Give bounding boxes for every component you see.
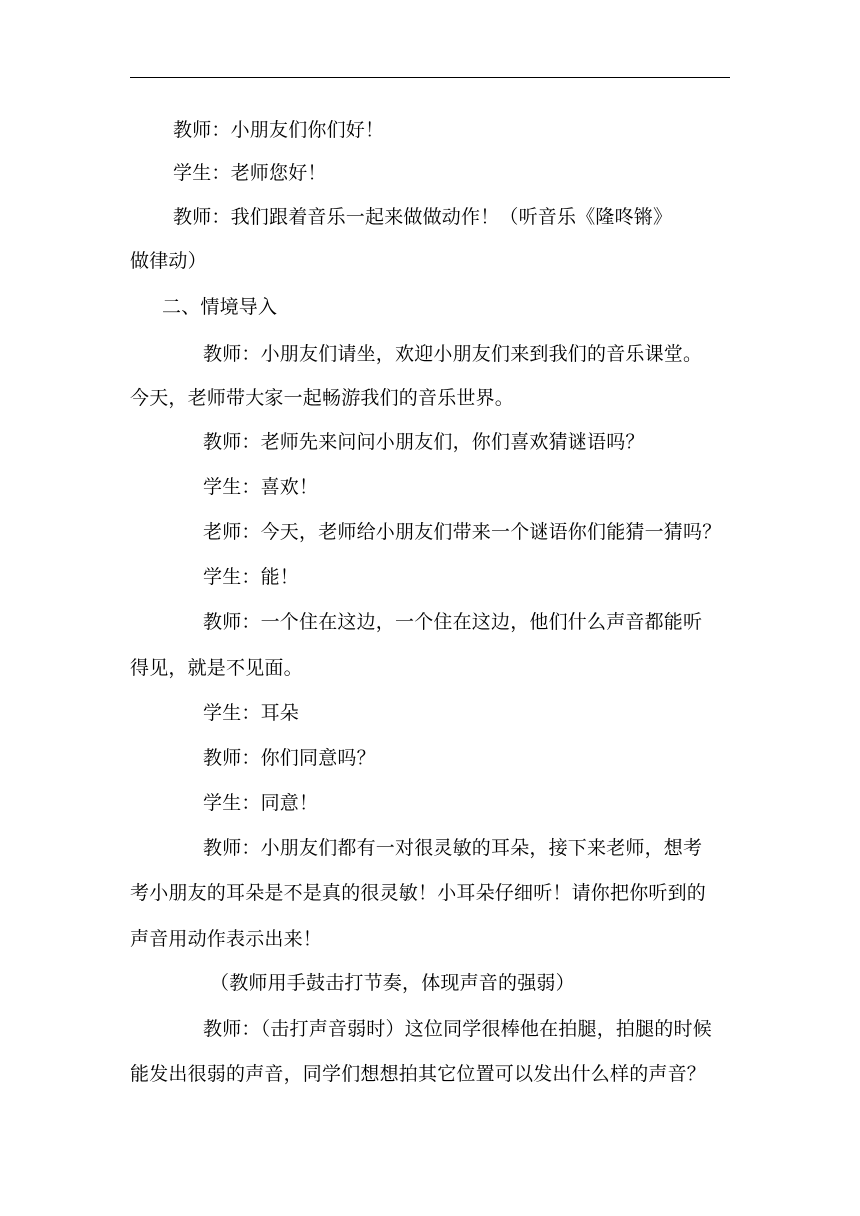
section-heading: 二、情境导入 (162, 296, 278, 318)
paragraph-line: 教师：我们跟着音乐一起来做做动作！（听音乐《隆咚锵》 (173, 206, 673, 228)
paragraph-line: 教师：老师先来问问小朋友们，你们喜欢猜谜语吗？ (203, 431, 645, 453)
header-rule (130, 77, 730, 78)
paragraph-line: 教师：（击打声音弱时）这位同学很棒他在拍腿，拍腿的时候 (203, 1018, 712, 1040)
paragraph-line: 学生：同意！ (203, 792, 319, 814)
paragraph-line: 教师：一个住在这边，一个住在这边，他们什么声音都能听 (203, 611, 703, 633)
paragraph-line: （教师用手鼓击打节奏，体现声音的强弱） (210, 972, 575, 994)
paragraph-line: 做律动） (130, 250, 207, 272)
paragraph-line: 老师：今天，老师给小朋友们带来一个谜语你们能猜一猜吗？ (203, 521, 722, 543)
paragraph-line: 学生：老师您好！ (173, 162, 327, 184)
paragraph-line: 学生：喜欢！ (203, 476, 319, 498)
paragraph-line: 今天，老师带大家一起畅游我们的音乐世界。 (130, 387, 515, 409)
paragraph-line: 学生：能！ (203, 566, 300, 588)
paragraph-line: 教师：你们同意吗？ (203, 747, 376, 769)
paragraph-line: 声音用动作表示出来！ (130, 928, 323, 950)
paragraph-line: 考小朋友的耳朵是不是真的很灵敏！小耳朵仔细听！请你把你听到的 (130, 882, 707, 904)
paragraph-line: 学生：耳朵 (203, 702, 300, 724)
paragraph-line: 得见，就是不见面。 (130, 657, 303, 679)
paragraph-line: 教师：小朋友们请坐，欢迎小朋友们来到我们的音乐课堂。 (203, 343, 703, 365)
paragraph-line: 教师：小朋友们你们好！ (173, 119, 385, 141)
paragraph-line: 教师：小朋友们都有一对很灵敏的耳朵，接下来老师，想考 (203, 837, 703, 859)
paragraph-line: 能发出很弱的声音，同学们想想拍其它位置可以发出什么样的声音？ (130, 1063, 707, 1085)
